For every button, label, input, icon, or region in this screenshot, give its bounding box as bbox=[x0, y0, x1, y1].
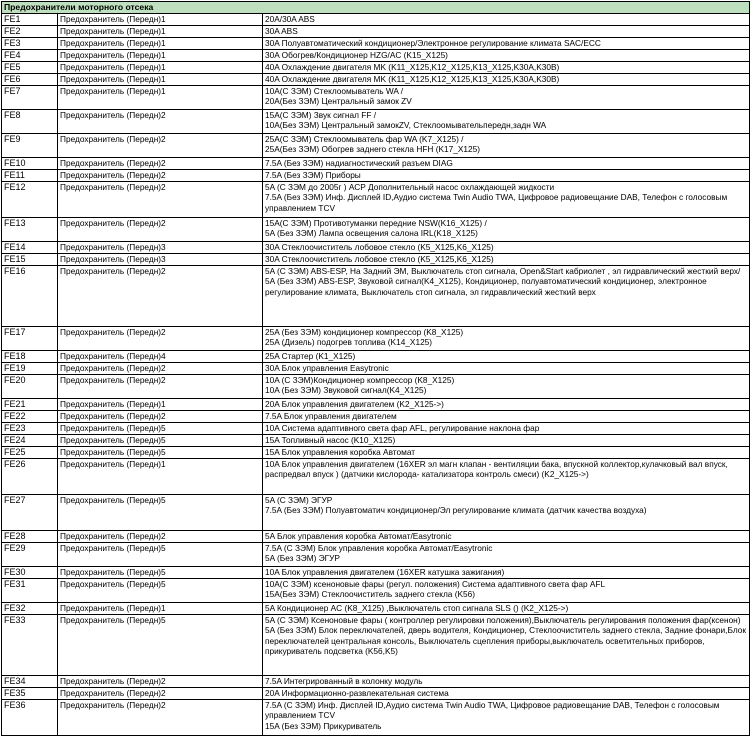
table-row bbox=[2, 327, 750, 351]
fuse-description-cell: 15A(С ЗЭМ) Противотуманки передние NSW(K16_X125) / 5A (Без ЗЭМ) Лампа освещения салона IRL(K18_X125) bbox=[263, 218, 750, 242]
fuse-description-cell: 25A Стартер (K1_X125) bbox=[263, 351, 750, 363]
table-row bbox=[2, 74, 750, 86]
fuse-id-cell: FE33 bbox=[2, 615, 58, 676]
fuse-description-cell: 7.5A (С ЗЭМ) Блок управления коробка Автомат/Easytronic 5A (Без ЗЭМ) ЭГУР bbox=[263, 543, 750, 567]
table-row bbox=[2, 158, 750, 170]
fuse-position-cell: Предохранитель (Передн)4 bbox=[58, 351, 263, 363]
fuse-position-cell: Предохранитель (Передн)3 bbox=[58, 242, 263, 254]
fuse-id-cell: FE2 bbox=[2, 26, 58, 38]
fuse-id-cell: FE1 bbox=[2, 14, 58, 26]
table-row bbox=[2, 110, 750, 134]
fuse-id-cell: FE29 bbox=[2, 543, 58, 567]
table-row bbox=[2, 363, 750, 375]
fuse-id-cell: FE22 bbox=[2, 411, 58, 423]
fuse-id-cell: FE5 bbox=[2, 62, 58, 74]
fuse-description-cell: 10A Блок управления двигателем (16XER эл магн клапан - вентиляции бака, впускной коллектор,кулачковый вал впуск, распредвал впуск ) (датчики кислорода- катализатора контроль смеси) (K2_X125->) bbox=[263, 459, 750, 495]
table-row bbox=[2, 579, 750, 603]
table-row bbox=[2, 26, 750, 38]
table-row bbox=[2, 495, 750, 531]
fuse-position-cell: Предохранитель (Передн)2 bbox=[58, 182, 263, 218]
fuse-position-cell: Предохранитель (Передн)1 bbox=[58, 26, 263, 38]
table-row bbox=[2, 603, 750, 615]
fuse-description-cell: 7.5A (Без ЗЭМ) Приборы bbox=[263, 170, 750, 182]
table-row bbox=[2, 170, 750, 182]
table-row bbox=[2, 676, 750, 688]
fuse-description-cell: 15A Блок управления коробка Автомат bbox=[263, 447, 750, 459]
fuse-position-cell: Предохранитель (Передн)1 bbox=[58, 38, 263, 50]
table-row bbox=[2, 351, 750, 363]
fuse-position-cell: Предохранитель (Передн)5 bbox=[58, 543, 263, 567]
fuse-position-cell: Предохранитель (Передн)5 bbox=[58, 579, 263, 603]
fuse-id-cell: FE23 bbox=[2, 423, 58, 435]
fuse-description-cell: 40A Охлаждение двигателя MK (K11_X125,K12_X125,K13_X125,K30A,K30B) bbox=[263, 62, 750, 74]
fuse-position-cell: Предохранитель (Передн)1 bbox=[58, 14, 263, 26]
fuse-id-cell: FE17 bbox=[2, 327, 58, 351]
fuse-id-cell: FE21 bbox=[2, 399, 58, 411]
table-row bbox=[2, 399, 750, 411]
fuse-id-cell: FE16 bbox=[2, 266, 58, 327]
fuse-position-cell: Предохранитель (Передн)2 bbox=[58, 327, 263, 351]
table-row bbox=[2, 435, 750, 447]
fuse-description-cell: 5A (С ЗЭМ до 2005г ) АСР Дополнительный насос охлаждающей жидкости 7.5A (Без ЗЭМ) Инф. Дисплей ID,Аудио система Twin Audio TWA, Цифровое радиовещание DAB, Телефон с голосовым управлением TCV bbox=[263, 182, 750, 218]
fuse-id-cell: FE36 bbox=[2, 700, 58, 736]
fuse-description-cell: 5A Блок управления коробка Автомат/Easytronic bbox=[263, 531, 750, 543]
fuse-position-cell: Предохранитель (Передн)3 bbox=[58, 254, 263, 266]
fuse-id-cell: FE24 bbox=[2, 435, 58, 447]
fuse-position-cell: Предохранитель (Передн)2 bbox=[58, 411, 263, 423]
fuse-id-cell: FE6 bbox=[2, 74, 58, 86]
table-row bbox=[2, 50, 750, 62]
fuse-position-cell: Предохранитель (Передн)2 bbox=[58, 676, 263, 688]
fuse-position-cell: Предохранитель (Передн)2 bbox=[58, 375, 263, 399]
fuse-position-cell: Предохранитель (Передн)1 bbox=[58, 74, 263, 86]
fuse-position-cell: Предохранитель (Передн)5 bbox=[58, 567, 263, 579]
fuse-description-cell: 5A (С ЗЭМ) ЭГУР 7.5A (Без ЗЭМ) Полуавтоматич кондиционер/Эл регулирование климата (датчик качества воздуха) bbox=[263, 495, 750, 531]
table-row bbox=[2, 459, 750, 495]
fuse-id-cell: FE18 bbox=[2, 351, 58, 363]
fuse-description-cell: 20A Информационно-развлекательная система bbox=[263, 688, 750, 700]
fuse-description-cell: 15A(С ЗЭМ) Звук сигнал FF / 10A(Без ЗЭМ) Центральный замокZV, Стеклоомывательпередн,задн WA bbox=[263, 110, 750, 134]
table-row bbox=[2, 411, 750, 423]
table-row bbox=[2, 266, 750, 327]
fuse-description-cell: 30A Стеклоочиститель лобовое стекло (K5_X125,K6_X125) bbox=[263, 254, 750, 266]
table-title-row bbox=[2, 2, 750, 14]
fuse-id-cell: FE10 bbox=[2, 158, 58, 170]
fuse-id-cell: FE9 bbox=[2, 134, 58, 158]
fuse-position-cell: Предохранитель (Передн)2 bbox=[58, 266, 263, 327]
fuse-position-cell: Предохранитель (Передн)5 bbox=[58, 435, 263, 447]
table-row bbox=[2, 375, 750, 399]
fuse-description-cell: 20A Блок управления двигателем (K2_X125->) bbox=[263, 399, 750, 411]
table-row bbox=[2, 62, 750, 74]
fuse-description-cell: 40A Охлаждение двигателя MK (K11_X125,K12_X125,K13_X125,K30A,K30B) bbox=[263, 74, 750, 86]
fuse-description-cell: 30A Стеклоочиститель лобовое стекло (K5_X125,K6_X125) bbox=[263, 242, 750, 254]
fuse-id-cell: FE14 bbox=[2, 242, 58, 254]
fuse-position-cell: Предохранитель (Передн)2 bbox=[58, 700, 263, 736]
fuse-id-cell: FE4 bbox=[2, 50, 58, 62]
fuse-description-cell: 30A ABS bbox=[263, 26, 750, 38]
table-row bbox=[2, 38, 750, 50]
table-row bbox=[2, 700, 750, 736]
fuse-description-cell: 20A/30A ABS bbox=[263, 14, 750, 26]
fuse-description-cell: 10A(С ЗЭМ) Стеклоомыватель WA / 20A(Без ЗЭМ) Центральный замок ZV bbox=[263, 86, 750, 110]
table-row bbox=[2, 134, 750, 158]
fuse-position-cell: Предохранитель (Передн)1 bbox=[58, 50, 263, 62]
fuse-position-cell: Предохранитель (Передн)1 bbox=[58, 86, 263, 110]
fuse-id-cell: FE35 bbox=[2, 688, 58, 700]
fuse-description-cell: 7.5A (Без ЗЭМ) надиагностический разъем DIAG bbox=[263, 158, 750, 170]
table-row bbox=[2, 242, 750, 254]
fuse-position-cell: Предохранитель (Передн)1 bbox=[58, 603, 263, 615]
fuse-id-cell: FE15 bbox=[2, 254, 58, 266]
fuse-description-cell: 25A (Без ЗЭМ) кондиционер компрессор (K8_X125) 25A (Дизель) подогрев топлива (K14_X125) bbox=[263, 327, 750, 351]
fuse-id-cell: FE8 bbox=[2, 110, 58, 134]
table-row bbox=[2, 182, 750, 218]
fuse-description-cell: 10A Система адаптивного света фар AFL, регулирование наклона фар bbox=[263, 423, 750, 435]
fuse-position-cell: Предохранитель (Передн)5 bbox=[58, 447, 263, 459]
fuse-description-cell: 10A(С ЗЭМ) ксеноновые фары (регул. положения) Система адаптивного света фар AFL 15A(Без ЗЭМ) Стеклоочиститель заднего стекла (K56) bbox=[263, 579, 750, 603]
fuse-id-cell: FE20 bbox=[2, 375, 58, 399]
fuse-description-cell: 7.5A Блок управления двигателем bbox=[263, 411, 750, 423]
table-row bbox=[2, 447, 750, 459]
fuse-id-cell: FE13 bbox=[2, 218, 58, 242]
fuse-id-cell: FE11 bbox=[2, 170, 58, 182]
fuse-position-cell: Предохранитель (Передн)5 bbox=[58, 615, 263, 676]
fuse-id-cell: FE26 bbox=[2, 459, 58, 495]
fuse-id-cell: FE3 bbox=[2, 38, 58, 50]
table-row bbox=[2, 615, 750, 676]
fuse-table bbox=[1, 1, 750, 736]
table-row bbox=[2, 14, 750, 26]
fuse-description-cell: 5A (С ЗЭМ) ABS-ESP, На Задний ЭМ, Выключатель стоп сигнала, Open&Start кабриолет , эл гидравлический жесткий верх/ 5A (Без ЗЭМ) ABS-ESP, Звуковой сигнал(K4_X125), Кондиционер, полуавтоматический кондиционер, электронное регулирование климата, Выключатель стоп сигнала, эл гидравлический жесткий верх bbox=[263, 266, 750, 327]
fuse-description-cell: 15A Топливный насос (K10_X125) bbox=[263, 435, 750, 447]
table-row bbox=[2, 254, 750, 266]
fuse-id-cell: FE12 bbox=[2, 182, 58, 218]
fuse-description-cell: 10A (С ЗЭМ)Кондиционер компрессор (K8_X125) 10A (Без ЗЭМ) Звуковой сигнал(K4_X125) bbox=[263, 375, 750, 399]
fuse-position-cell: Предохранитель (Передн)2 bbox=[58, 218, 263, 242]
fuse-id-cell: FE34 bbox=[2, 676, 58, 688]
table-row bbox=[2, 543, 750, 567]
fuse-position-cell: Предохранитель (Передн)5 bbox=[58, 423, 263, 435]
fuse-id-cell: FE32 bbox=[2, 603, 58, 615]
fuse-description-cell: 5A Кондиционер AC (K8_X125) ,Выключатель стоп сигнала SLS () (K2_X125->) bbox=[263, 603, 750, 615]
fuse-id-cell: FE7 bbox=[2, 86, 58, 110]
fuse-id-cell: FE28 bbox=[2, 531, 58, 543]
fuse-description-cell: 30A Полуавтоматический кондиционер/Электронное регулирование климата SAC/ECC bbox=[263, 38, 750, 50]
fuse-position-cell: Предохранитель (Передн)2 bbox=[58, 134, 263, 158]
fuse-description-cell: 10A Блок управления двигателем (16XER катушка зажигания) bbox=[263, 567, 750, 579]
fuse-id-cell: FE30 bbox=[2, 567, 58, 579]
fuse-description-cell: 5A (С ЗЭМ) Ксеноновые фары ( контроллер регулировки положения),Выключатель регулирования положения фар(ксенон) 5A (Без ЗЭМ) Блок переключателей, дверь водителя, Кондиционер, Стеклоочиститель заднего стекла, Задние фонари,Блок переключателей центральная консоль, Выключатель сцепления приборы,выключатель осветительных приборов, прикуриватель подсветка (K56,K5) bbox=[263, 615, 750, 676]
table-row bbox=[2, 218, 750, 242]
fuse-id-cell: FE19 bbox=[2, 363, 58, 375]
fuse-description-cell: 7.5A Интегрированный в колонку модуль bbox=[263, 676, 750, 688]
fuse-position-cell: Предохранитель (Передн)2 bbox=[58, 170, 263, 182]
fuse-position-cell: Предохранитель (Передн)1 bbox=[58, 62, 263, 74]
fuse-description-cell: 7.5A (С ЗЭМ) Инф. Дисплей ID,Аудио система Twin Audio TWA, Цифровое радиовещание DAB, Телефон с голосовым управлением TCV 15A (Без ЗЭМ) Прикуриватель bbox=[263, 700, 750, 736]
fuse-position-cell: Предохранитель (Передн)2 bbox=[58, 531, 263, 543]
fuse-id-cell: FE31 bbox=[2, 579, 58, 603]
fuse-position-cell: Предохранитель (Передн)2 bbox=[58, 158, 263, 170]
fuse-description-cell: 30A Блок управления Easytronic bbox=[263, 363, 750, 375]
table-row bbox=[2, 531, 750, 543]
table-row bbox=[2, 423, 750, 435]
fuse-position-cell: Предохранитель (Передн)2 bbox=[58, 688, 263, 700]
table-row bbox=[2, 86, 750, 110]
fuse-id-cell: FE25 bbox=[2, 447, 58, 459]
fuse-id-cell: FE27 bbox=[2, 495, 58, 531]
fuse-position-cell: Предохранитель (Передн)2 bbox=[58, 110, 263, 134]
fuse-position-cell: Предохранитель (Передн)1 bbox=[58, 459, 263, 495]
fuse-position-cell: Предохранитель (Передн)2 bbox=[58, 363, 263, 375]
fuse-description-cell: 30A Обогрев/Кондиционер HZG/AC (K15_X125) bbox=[263, 50, 750, 62]
fuse-position-cell: Предохранитель (Передн)5 bbox=[58, 495, 263, 531]
fuse-description-cell: 25A(С ЗЭМ) Стеклоомыватель фар WA (K7_X125) / 25A(Без ЗЭМ) Обогрев заднеrо стекла HFH (K17_X125) bbox=[263, 134, 750, 158]
table-row bbox=[2, 567, 750, 579]
table-row bbox=[2, 688, 750, 700]
table-title: Предохранители моторного отсека bbox=[2, 2, 750, 14]
fuse-position-cell: Предохранитель (Передн)1 bbox=[58, 399, 263, 411]
